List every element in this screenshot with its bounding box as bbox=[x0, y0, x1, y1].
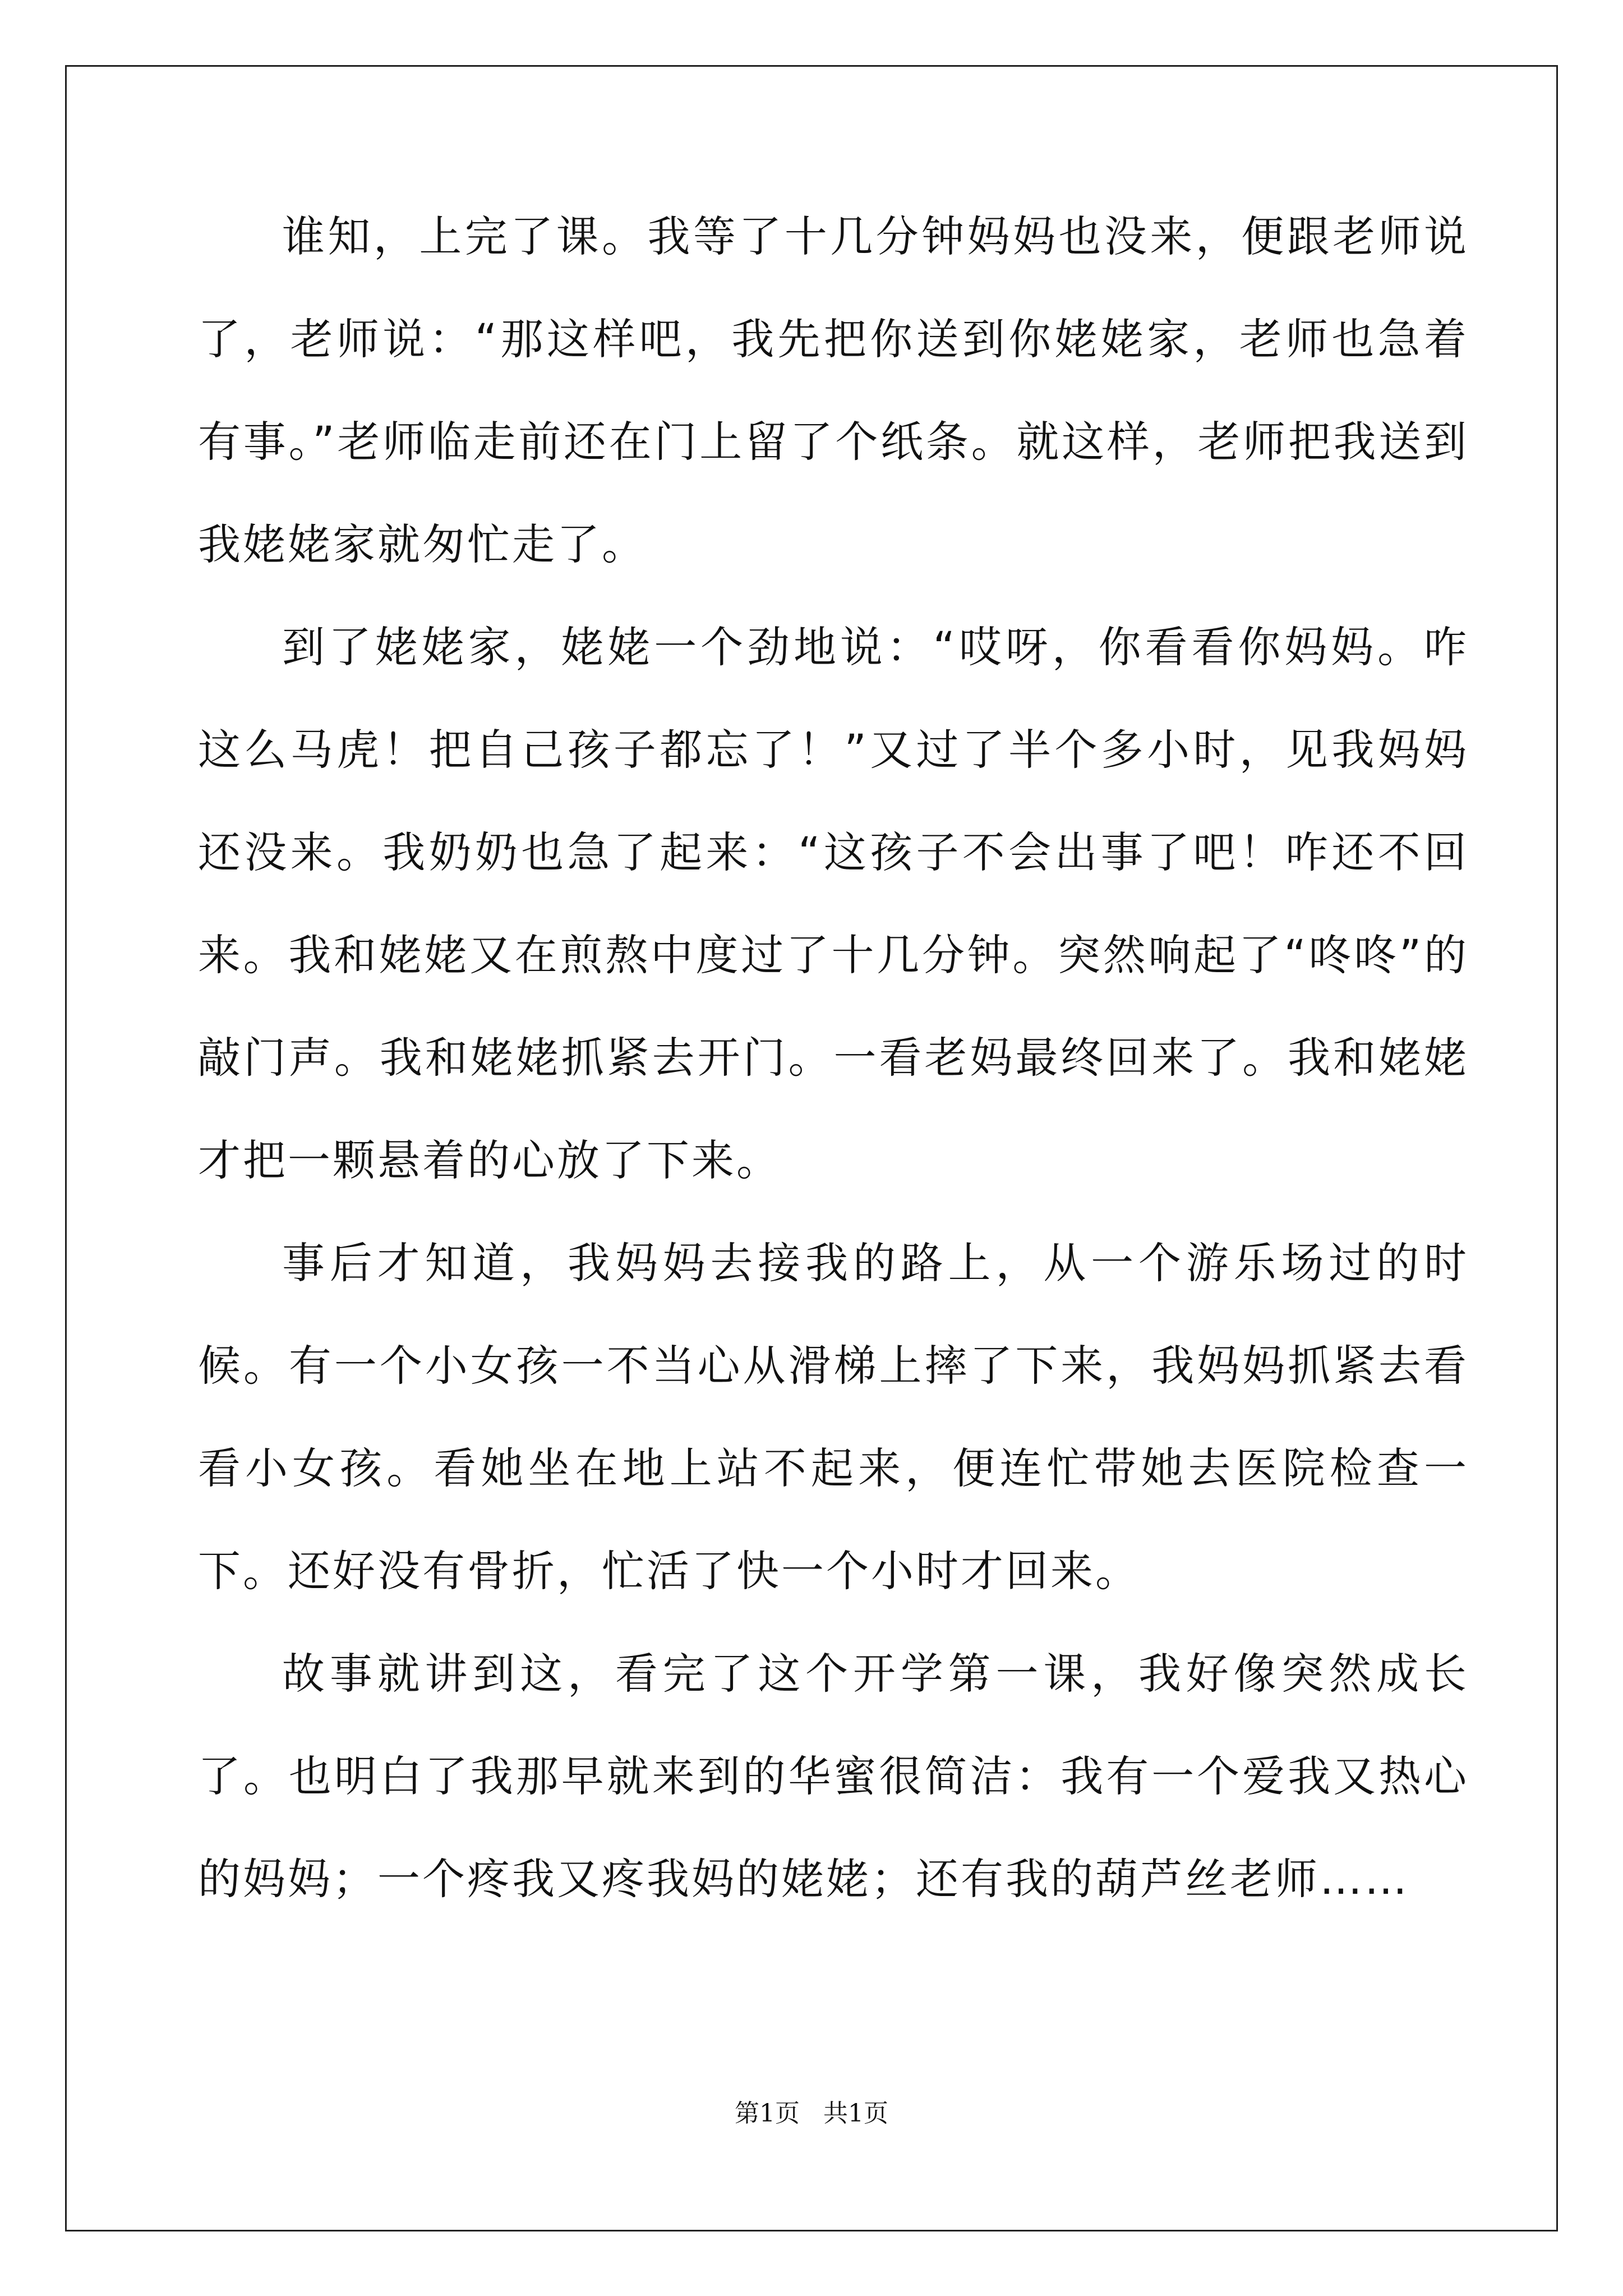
document-body bbox=[198, 185, 1469, 1930]
paragraph-3: 事后才知道，我妈妈去接我的路上，从一个游乐场过的时候。有一个小女孩一不当心从滑梯上摔了下来，我妈妈抓紧去看看小女孩。看她坐在地上站不起来，便连忙带她去医院检查一下。还好没有骨折，忙活了快一个小时才回来。 bbox=[198, 1238, 1469, 1596]
paragraph-4: 故事就讲到这，看完了这个开学第一课，我好像突然成长了。也明白了我那早就来到的华蜜很简洁：我有一个爱我又热心的妈妈；一个疼我又疼我妈的姥姥；还有我的葫芦丝老师…… bbox=[198, 1649, 1469, 1904]
paragraph-2: 到了姥姥家，姥姥一个劲地说：“哎呀，你看看你妈妈。咋这么马虎！把自己孩子都忘了！”又过了半个多小时，见我妈妈还没来。我奶奶也急了起来：“这孩子不会出事了吧！咋还不回来。我和姥姥又在煎熬中度过了十几分钟。突然响起了“咚咚”的敲门声。我和姥姥抓紧去开门。一看老妈最终回来了。我和姥姥才把一颗悬着的心放了下来。 bbox=[198, 622, 1469, 1185]
paragraph-1: 谁知，上完了课。我等了十几分钟妈妈也没来，便跟老师说了，老师说：“那这样吧，我先把你送到你姥姥家，老师也急着有事。”老师临走前还在门上留了个纸条。就这样，老师把我送到我姥姥家就匆忙走了。 bbox=[198, 211, 1469, 569]
page-number-footer: 第1页 共1页 bbox=[735, 2099, 888, 2128]
